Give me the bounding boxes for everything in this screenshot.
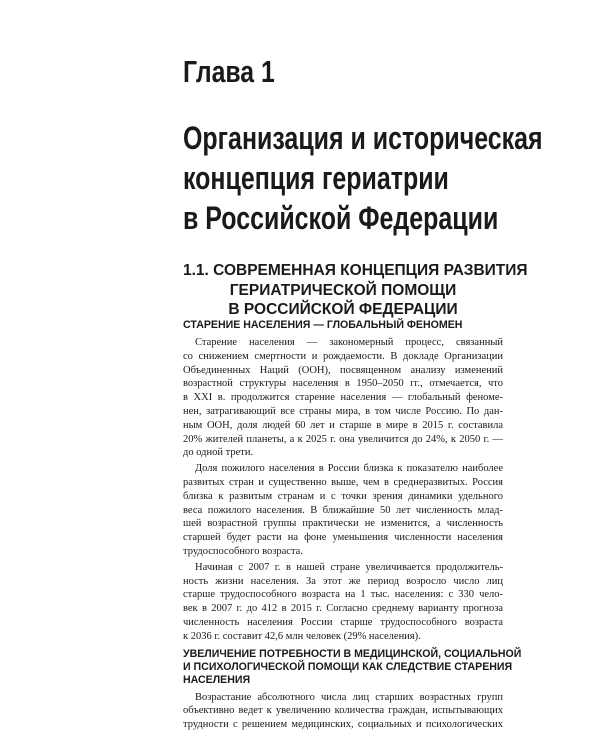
text-line: ность жизни населения. За этот же период возросло число лиц <box>183 575 503 587</box>
chapter-title-line: Организация и историческая <box>183 120 543 156</box>
text-line: возрастной структуры населения в 1950–2050 гг., отмечается, что <box>183 378 503 390</box>
text-line: Возрастание абсолютного числа лиц старших возрастных групп <box>195 691 503 703</box>
section-title-line: ГЕРИАТРИЧЕСКОЙ ПОМОЩИ <box>229 281 457 299</box>
subsection-heading-line: И ПСИХОЛОГИЧЕСКОЙ ПОМОЩИ КАК СЛЕДСТВИЕ СТАРЕНИЯ <box>183 660 513 673</box>
text-line: Доля пожилого населения в России близка к показателю наиболее <box>195 463 503 475</box>
paragraph <box>183 561 503 644</box>
paragraph <box>183 691 503 732</box>
text-line: объективно ведет к увеличению количества граждан, испытывающих <box>183 705 503 717</box>
body-text <box>183 319 522 732</box>
text-line: численность населения России старше трудоспособного возраста <box>183 616 503 628</box>
text-line: Старение населения — закономерный процесс, связанный <box>195 337 503 348</box>
subsection-heading-line: УВЕЛИЧЕНИЕ ПОТРЕБНОСТИ В МЕДИЦИНСКОЙ, СОЦИАЛЬНОЙ <box>183 647 522 660</box>
paragraph <box>183 462 503 559</box>
text-line: старше трудоспособного возраста на 1 тыс. населения: с 330 чело- <box>183 589 503 601</box>
subsection-heading-line: НАСЕЛЕНИЯ <box>183 673 251 686</box>
text-line: до одной трети. <box>183 447 254 459</box>
text-line: Объединенных Наций (ООН), посвященном анализу изменений <box>183 364 503 376</box>
text-line: развитых стран и существенно выше, чем в среднеразвитых. Россия <box>183 476 503 488</box>
chapter-title-line: в Российской Федерации <box>183 200 499 236</box>
text-line: трудности с решением медицинских, социальных и психологических <box>183 719 503 731</box>
subsection-heading: СТАРЕНИЕ НАСЕЛЕНИЯ — ГЛОБАЛЬНЫЙ ФЕНОМЕН <box>183 319 463 331</box>
text-line: к 2036 г. составит 42,6 млн человек (29% населения). <box>183 630 421 642</box>
text-line: шей возрастной группы практически не изменится, а численность <box>183 518 503 530</box>
text-line: 20% жителей планеты, а к 2025 г. она увеличится до 24%, к 2050 г. — <box>183 433 503 445</box>
text-line: в XXI в. продолжится старение населения — глобальный феноме- <box>183 392 503 404</box>
chapter-label: Глава 1 <box>183 54 275 89</box>
chapter-title <box>183 118 543 238</box>
text-line: старшей будет расти на фоне уменьшения численности населения <box>183 532 503 544</box>
section-title-line: 1.1. СОВРЕМЕННАЯ КОНЦЕПЦИЯ РАЗВИТИЯ <box>183 262 528 279</box>
text-line: Начиная с 2007 г. в нашей стране увеличивается продолжитель- <box>195 561 503 573</box>
chapter-title-line: концепция гериатрии <box>183 160 449 196</box>
text-line: ным ООН, доля людей 60 лет и старше в мире в 2015 г. составила <box>183 419 503 431</box>
section-title-line: В РОССИЙСКОЙ ФЕДЕРАЦИИ <box>228 301 458 318</box>
text-line: веса пожилого населения. В ближайшие 50 лет численность млад- <box>183 504 503 516</box>
text-line: век в 2007 г. до 412 в 2015 г. Согласно среднему варианту прогноза <box>183 603 503 615</box>
section-title <box>183 261 528 320</box>
text-line: со снижением смертности и рождаемости. В докладе Организации <box>183 350 503 362</box>
text-line: близка к развитым странам и с точки зрения динамики удельного <box>183 490 503 502</box>
subsection-heading <box>183 647 522 687</box>
paragraph <box>183 336 503 460</box>
text-line: трудоспособного возраста. <box>183 545 303 557</box>
text-line: нен, затрагивающий все страны мира, в том числе Россию. По дан- <box>183 405 503 417</box>
